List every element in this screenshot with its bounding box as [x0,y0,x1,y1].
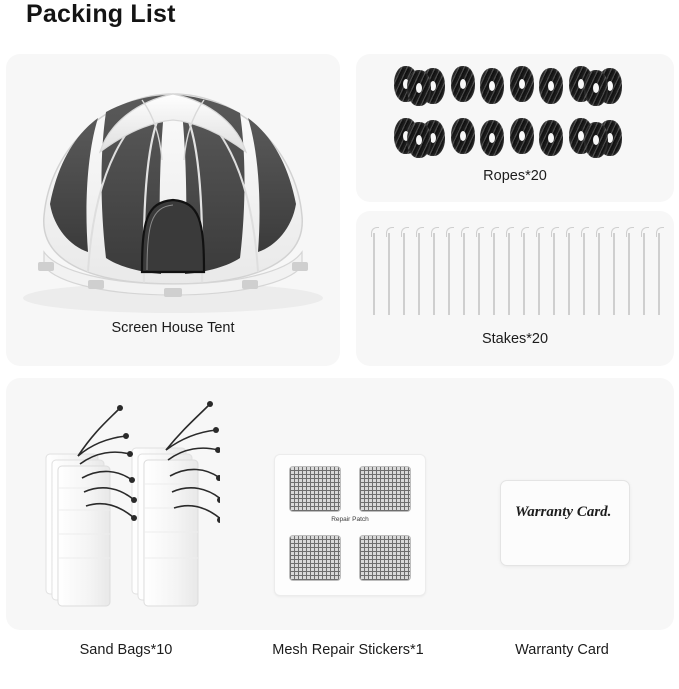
ropes-illustration [394,66,636,176]
caption-warranty-card: Warranty Card [515,642,609,658]
caption-sand-bags: Sand Bags*10 [79,642,173,658]
mesh-patch [289,535,341,581]
mesh-patch [359,466,411,512]
item-card-ropes [356,54,674,202]
item-group-mesh-repair-stickers [246,378,450,658]
item-card-bottom-row [6,378,674,658]
item-card-stakes [356,211,674,366]
warranty-card-illustration [500,480,630,566]
caption-ropes: Ropes*20 [483,168,547,184]
warranty-card-text: Warranty Card. [515,504,612,520]
caption-stakes: Stakes*20 [481,331,549,347]
repair-patch-label: Repair Patch [331,516,369,523]
mesh-patch [359,535,411,581]
caption-screen-house-tent: Screen House Tent [111,320,235,336]
stakes-illustration [370,227,662,317]
screen-house-tent-illustration [14,76,332,346]
mesh-patch [289,466,341,512]
item-group-sand-bags [6,378,246,658]
sand-bags-illustration [34,392,220,612]
item-group-warranty-card [450,378,674,658]
caption-mesh-repair-stickers: Mesh Repair Stickers*1 [272,642,424,658]
page-title: Packing List [26,0,176,28]
item-card-screen-house-tent [6,54,340,366]
mesh-repair-sheet [274,454,426,596]
